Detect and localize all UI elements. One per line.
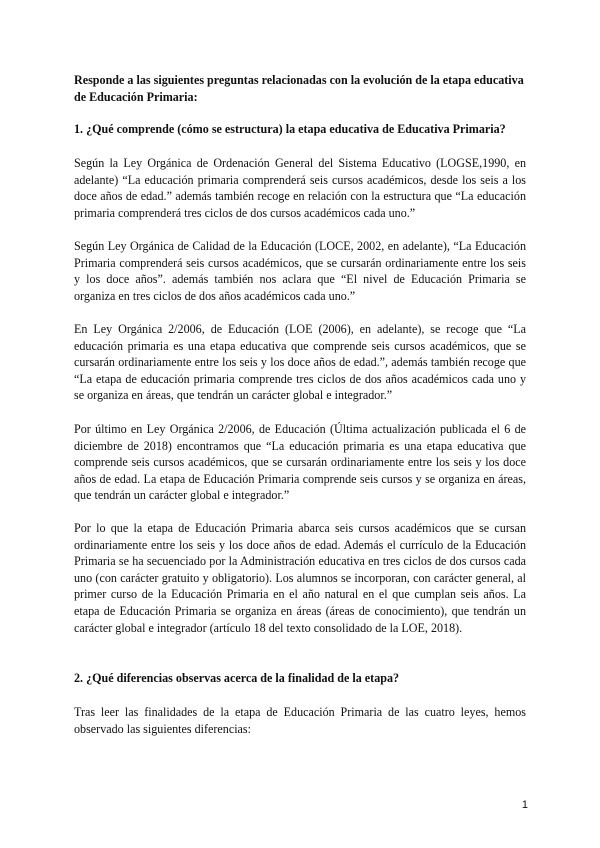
paragraph-loe-2018: Por último en Ley Orgánica 2/2006, de Educación (Última actualización publicada el 6 de diciembre de 2018) encontramos que “La educación primaria es una etapa educativa que comprende seis cursos académicos, que se cursarán ordinariamente entre los seis y los doce años de edad. La etapa de Educación Primaria comprende seis cursos y se organiza en áreas, que tendrán un carácter global e integrador.” xyxy=(74,422,526,503)
question-1-heading: 1. ¿Qué comprende (cómo se estructura) la etapa educativa de Educativa Primaria? xyxy=(74,122,506,136)
paragraph-differences: Tras leer las finalidades de la etapa de Educación Primaria de las cuatro leyes, hemos observado las siguientes diferencias: xyxy=(74,705,526,736)
paragraph-loce: Según Ley Orgánica de Calidad de la Educación (LOCE, 2002, en adelante), “La Educación Primaria comprenderá seis cursos académicos, que se cursarán ordinariamente entre los seis y los doce años”. además también nos aclara que “El nivel de Educación Primaria se organiza en tres ciclos de dos años académicos cada uno.” xyxy=(74,239,526,303)
paragraph-loe: En Ley Orgánica 2/2006, de Educación (LOE (2006), en adelante), se recoge que “La educación primaria es una etapa educativa que comprende seis cursos académicos, que se cursarán ordinariamente entre los seis y los doce años de edad.”, además también recoge que “La etapa de educación primaria comprende tres ciclos de dos años académicos cada uno y se organiza en áreas, que tendrán un carácter global e integrador.” xyxy=(74,322,526,403)
paragraph-logse: Según la Ley Orgánica de Ordenación General del Sistema Educativo (LOGSE,1990, en adelante) “La educación primaria comprenderá seis cursos académicos, desde los seis a los doce años de edad.” además también recoge en relación con la estructura que “La educación primaria comprenderá tres ciclos de dos cursos académicos cada uno.” xyxy=(74,156,526,220)
paragraph-summary: Por lo que la etapa de Educación Primaria abarca seis cursos académicos que se cursan ordinariamente entre los seis y los doce años de edad. Además el currículo de la Educación Primaria se ha secuenciado por la Administración educativa en tres ciclos de dos cursos cada uno (con carácter gratuito y obligatorio). Los alumnos se incorporan, con carácter general, al primer curso de la Educación Primaria en el año natural en el que cumplan seis años. La etapa de Educación Primaria se organiza en áreas (áreas de conocimiento), que tendrán un carácter global e integrador (artículo 18 del texto consolidado de la LOE, 2018). xyxy=(74,521,526,635)
question-2-heading: 2. ¿Qué diferencias observas acerca de la finalidad de la etapa? xyxy=(74,671,400,685)
intro-heading: Responde a las siguientes preguntas relacionadas con la evolución de la etapa educativa de Educación Primaria: xyxy=(74,73,524,104)
page-number: 1 xyxy=(521,799,528,811)
